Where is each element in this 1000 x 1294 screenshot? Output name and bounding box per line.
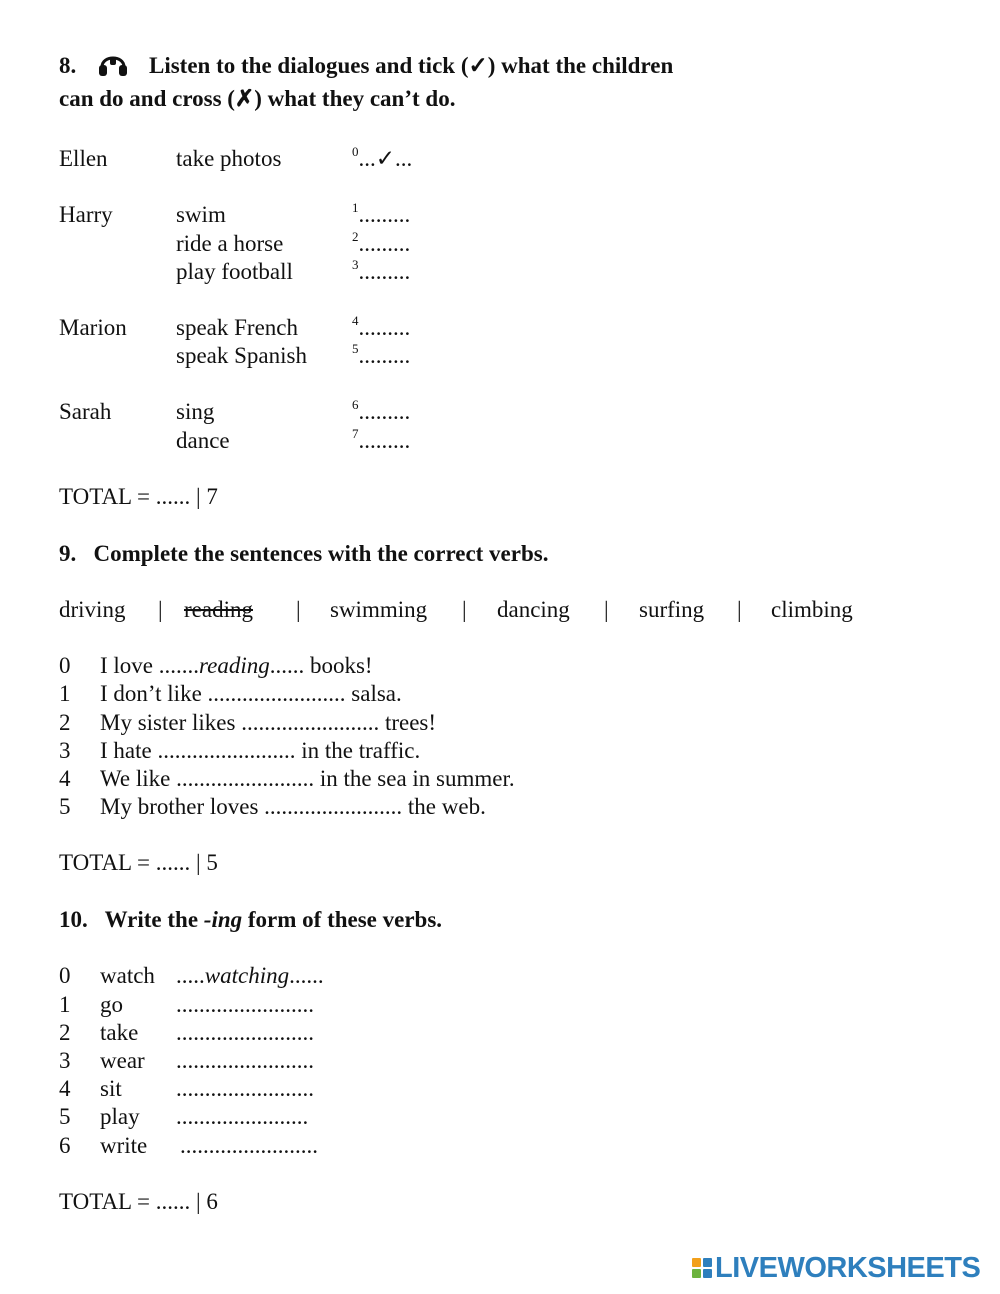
activity: play football [176, 259, 293, 284]
word-bank-separator: | [462, 597, 467, 622]
ex8-total: TOTAL = ...... | 7 [59, 484, 218, 509]
logo-square [692, 1269, 701, 1278]
sentence-number: 5 [59, 794, 71, 819]
activity: speak Spanish [176, 343, 307, 368]
sentence-gap[interactable]: We like ........................ in the sea in summer. [100, 766, 515, 791]
word-bank-separator: | [737, 597, 742, 622]
child-name: Ellen [59, 146, 108, 171]
sentence-gap[interactable]: I hate ........................ in the traffic. [100, 738, 421, 763]
word-bank-item: climbing [771, 597, 853, 622]
answer-slot[interactable]: $^4$......... [352, 313, 411, 340]
logo-square [703, 1258, 712, 1267]
answer-gap[interactable]: ........................ [176, 992, 314, 1017]
answer-slot[interactable]: $^0$...✓... [352, 144, 413, 171]
ex9-total: TOTAL = ...... | 5 [59, 850, 218, 875]
ex10-heading: 10. Write the -ing form of these verbs. [59, 907, 443, 932]
example-sentence: I love .......reading...... books! [100, 653, 373, 678]
headphones-icon [97, 50, 129, 78]
sentence-number: 0 [59, 653, 71, 678]
item-number: 1 [59, 992, 71, 1017]
verb: wear [100, 1048, 145, 1073]
activity: take photos [176, 146, 282, 171]
activity: swim [176, 202, 226, 227]
sentence-number: 3 [59, 738, 71, 763]
answer-slot[interactable]: $^3$......... [352, 257, 411, 284]
liveworksheets-logo [692, 1252, 980, 1284]
sentence-gap[interactable]: My brother loves ........................ the web. [100, 794, 486, 819]
sentence-number: 4 [59, 766, 71, 791]
word-bank-separator: | [296, 597, 301, 622]
ex8-number: 8. [59, 53, 77, 78]
logo-text: LIVEWORKSHEETS [715, 1251, 981, 1284]
item-number: 5 [59, 1104, 71, 1129]
answer-slot[interactable]: $^5$......... [352, 341, 411, 368]
verb: take [100, 1020, 139, 1045]
verb: write [100, 1133, 148, 1158]
verb: go [100, 992, 123, 1017]
answer-gap[interactable]: ........................ [176, 1048, 314, 1073]
word-bank-item: dancing [497, 597, 570, 622]
sentence-number: 2 [59, 710, 71, 735]
item-number: 6 [59, 1133, 71, 1158]
word-bank-item: swimming [330, 597, 428, 622]
child-name: Marion [59, 315, 127, 340]
ex8-instruction-line1: Listen to the dialogues and tick (✓) what the children [149, 53, 674, 78]
answer-gap[interactable]: ........................ [176, 1076, 314, 1101]
logo-square [692, 1258, 701, 1267]
answer-gap[interactable]: ....................... [176, 1104, 309, 1129]
activity: ride a horse [176, 231, 284, 256]
activity: sing [176, 399, 215, 424]
verb: watch [100, 963, 155, 988]
child-name: Harry [59, 202, 113, 227]
word-bank-item: surfing [639, 597, 705, 622]
logo-square [703, 1269, 712, 1278]
ex8-instruction-line2: can do and cross (✗) what they can’t do. [59, 86, 456, 111]
verb: sit [100, 1076, 122, 1101]
ex10-total: TOTAL = ...... | 6 [59, 1189, 218, 1214]
answer-gap[interactable]: ........................ [176, 1020, 314, 1045]
verb: play [100, 1104, 140, 1129]
logo-mark-icon [692, 1258, 712, 1278]
example-answer: .....watching...... [176, 963, 324, 988]
item-number: 4 [59, 1076, 71, 1101]
sentence-number: 1 [59, 681, 71, 706]
item-number: 0 [59, 963, 71, 988]
activity: speak French [176, 315, 298, 340]
sentence-gap[interactable]: I don’t like ........................ salsa. [100, 681, 402, 706]
answer-slot[interactable]: $^7$......... [352, 426, 411, 453]
activity: dance [176, 428, 230, 453]
answer-slot[interactable]: $^2$......... [352, 229, 411, 256]
item-number: 2 [59, 1020, 71, 1045]
word-bank-item: driving [59, 597, 126, 622]
word-bank-separator: | [604, 597, 609, 622]
sentence-gap[interactable]: My sister likes ........................ trees! [100, 710, 437, 735]
item-number: 3 [59, 1048, 71, 1073]
word-bank-separator: | [158, 597, 163, 622]
answer-gap[interactable]: ........................ [180, 1133, 318, 1158]
answer-slot[interactable]: $^1$......... [352, 200, 411, 227]
ex9-heading: 9. Complete the sentences with the correct verbs. [59, 541, 549, 566]
word-bank-item-used: reading [184, 597, 253, 622]
answer-slot[interactable]: $^6$......... [352, 397, 411, 424]
child-name: Sarah [59, 399, 112, 424]
